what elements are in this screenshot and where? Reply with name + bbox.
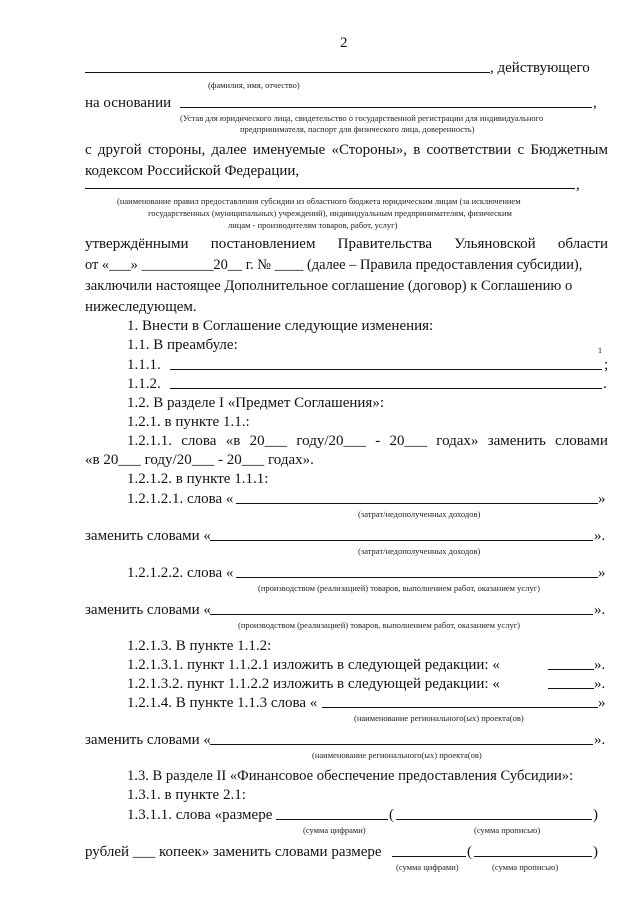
item-1-2-1-1-line-2: «в 20___ году/20___ - 20___ годах». — [85, 452, 314, 468]
paragraph-approved-line-1: утверждёнными постановлением Правительства Ульяновской области — [85, 236, 608, 252]
paragraph-approved-line-3: заключили настоящее Дополнительное соглашение (договор) к Соглашению о — [85, 278, 573, 294]
replace-with-1: заменить словами « — [85, 528, 211, 544]
item-1-1-2-blank-line[interactable] — [170, 388, 602, 389]
replace-with-2: заменить словами « — [85, 602, 211, 618]
replace-with-1-close: ». — [594, 528, 606, 544]
rules-caption-2: государственных (муниципальных) учреждений), индивидуальным предпринимателям, физическим — [148, 208, 512, 218]
replace-with-3-blank-line[interactable] — [210, 744, 593, 745]
rules-comma: , — [576, 177, 580, 193]
item-1-2-1-3-2-close: ». — [594, 676, 606, 692]
footnote-mark: 1 — [598, 346, 602, 355]
sum-digits-blank-line-1[interactable] — [276, 819, 388, 820]
item-1-1-2: 1.1.2. — [127, 376, 161, 392]
projects-caption-1: (наименование регионального(ых) проекта(ов) — [354, 713, 524, 723]
sum-digits-caption-1: (сумма цифрами) — [303, 825, 366, 835]
item-1-3-1-1: 1.3.1.1. слова «размере — [127, 807, 273, 823]
paragraph-approved-line-4: нижеследующем. — [85, 299, 197, 315]
item-1-2-1-2: 1.2.1.2. в пункте 1.1.1: — [127, 471, 269, 487]
item-1-3: 1.3. В разделе II «Финансовое обеспечение предоставления Субсидии»: — [127, 768, 574, 784]
item-1-2-1-3-1: 1.2.1.3.1. пункт 1.1.2.1 изложить в следующей редакции: « — [127, 657, 500, 673]
basis-caption-2: предпринимателя, паспорт для физического лица, доверенность) — [240, 124, 475, 134]
paragraph-parties-line-1: с другой стороны, далее именуемые «Стороны», в соответствии с Бюджетным — [85, 142, 608, 158]
rules-blank-line[interactable] — [85, 188, 575, 189]
fio-blank-line[interactable] — [85, 72, 490, 73]
item-1-2-1-2-1-close: » — [598, 491, 606, 507]
close-paren-2: ) — [593, 844, 598, 860]
item-1-2-1-2-1: 1.2.1.2.1. слова « — [127, 491, 234, 507]
sum-words-caption-2: (сумма прописью) — [492, 862, 559, 872]
basis-blank-line[interactable] — [180, 107, 592, 108]
basis-caption-1: (Устав для юридического лица, свидетельство о государственной регистрации для индивидуального — [180, 113, 544, 123]
open-paren-1: ( — [389, 807, 394, 823]
costs-caption-2: (затрат/недополученных доходов) — [358, 546, 481, 556]
item-1-2-1: 1.2.1. в пункте 1.1.: — [127, 414, 250, 430]
sum-words-blank-line-2[interactable] — [474, 856, 592, 857]
rules-caption-1: (наименование правил предоставления субсидии из областного бюджета юридическим лицам (за исключением — [117, 196, 521, 206]
item-1-2-1-3: 1.2.1.3. В пункте 1.1.2: — [127, 638, 272, 654]
item-1-2-1-4: 1.2.1.4. В пункте 1.1.3 слова « — [127, 695, 318, 711]
item-1-2-1-2-1-blank-line[interactable] — [236, 503, 598, 504]
item-1: 1. Внести в Соглашение следующие изменения: — [127, 318, 434, 334]
basis-label: на основании — [85, 95, 172, 111]
replace-with-2-blank-line[interactable] — [210, 614, 593, 615]
production-caption-1: (производством (реализацией) товаров, выполнением работ, оказанием услуг) — [258, 583, 541, 593]
rules-caption-3: лицам - производителям товаров, работ, услуг) — [228, 220, 398, 230]
item-1-2-1-2-2: 1.2.1.2.2. слова « — [127, 565, 234, 581]
item-1-1-1-end: ; — [604, 357, 609, 373]
item-1-2-1-3-1-close: ». — [594, 657, 606, 673]
sum-digits-caption-2: (сумма цифрами) — [396, 862, 459, 872]
close-paren-1: ) — [593, 807, 598, 823]
item-1-3-1: 1.3.1. в пункте 2.1: — [127, 787, 246, 803]
item-1-2-1-3-2-blank-line[interactable] — [548, 688, 594, 689]
replace-with-3-close: ». — [594, 732, 606, 748]
page-number: 2 — [340, 35, 348, 51]
fio-caption: (фамилия, имя, отчество) — [208, 80, 300, 90]
production-caption-2: (производством (реализацией) товаров, выполнением работ, оказанием услуг) — [238, 620, 521, 630]
item-1-1-1-blank-line[interactable] — [170, 369, 602, 370]
replace-with-3: заменить словами « — [85, 732, 211, 748]
replace-with-2-close: ». — [594, 602, 606, 618]
item-1-2-1-1-line-1: 1.2.1.1. слова «в 20___ году/20___ - 20___ годах» заменить словами — [127, 433, 608, 449]
sum-words-caption-1: (сумма прописью) — [474, 825, 541, 835]
rubles-line: рублей ___ копеек» заменить словами размере — [85, 844, 382, 860]
item-1-2-1-3-2: 1.2.1.3.2. пункт 1.1.2.2 изложить в следующей редакции: « — [127, 676, 500, 692]
item-1-2-1-4-blank-line[interactable] — [322, 707, 598, 708]
replace-with-1-blank-line[interactable] — [210, 540, 593, 541]
open-paren-2: ( — [467, 844, 472, 860]
item-1-1-1: 1.1.1. — [127, 357, 161, 373]
item-1-2-1-2-2-blank-line[interactable] — [236, 577, 598, 578]
acting-text: , действующего — [490, 60, 590, 76]
sum-words-blank-line-1[interactable] — [396, 819, 592, 820]
item-1-1: 1.1. В преамбуле: — [127, 337, 238, 353]
projects-caption-2: (наименование регионального(ых) проекта(ов) — [312, 750, 482, 760]
item-1-2-1-2-2-close: » — [598, 565, 606, 581]
paragraph-parties-line-2: кодексом Российской Федерации, — [85, 163, 300, 179]
item-1-2: 1.2. В разделе I «Предмет Соглашения»: — [127, 395, 384, 411]
paragraph-approved-line-2: от «___» __________20__ г. № ____ (далее – Правила предоставления субсидии), — [85, 257, 583, 273]
item-1-2-1-4-close: » — [598, 695, 606, 711]
basis-comma: , — [593, 95, 597, 111]
item-1-1-2-end: . — [603, 376, 607, 392]
item-1-2-1-3-1-blank-line[interactable] — [548, 669, 594, 670]
sum-digits-blank-line-2[interactable] — [392, 856, 466, 857]
costs-caption-1: (затрат/недополученных доходов) — [358, 509, 481, 519]
